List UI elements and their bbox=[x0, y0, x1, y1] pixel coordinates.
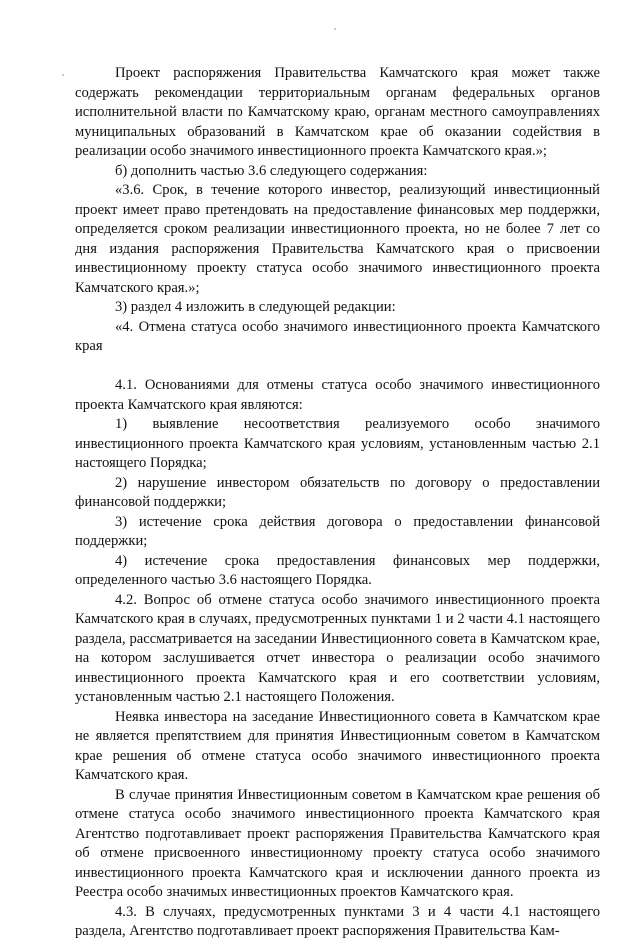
scan-speck bbox=[334, 28, 336, 30]
list-item: 4) истечение срока предоставления финансовых мер поддержки, определенного частью 3.6 настоящего Порядка. bbox=[75, 552, 600, 588]
paragraph: 4.1. Основаниями для отмены статуса особо значимого инвестиционного проекта Камчатского края являются: bbox=[75, 377, 600, 413]
paragraph: б) дополнить частью 3.6 следующего содержания: bbox=[115, 162, 428, 179]
paragraph: В случае принятия Инвестиционным советом в Камчатском крае решения об отмене статуса особо значимого инвестиционного проекта Камчатского края Агентство подготавливает проект распоряжения Правительства Камчатского края об отмене присвоенного инвестиционному проекту статуса особо значимого инвестиционного проекта Камчатского края и исключении данного проекта из Реестра особо значимых инвестиционных проектов Камчатского края. bbox=[75, 786, 600, 900]
list-item: 3) истечение срока действия договора о предоставлении финансовой поддержки; bbox=[75, 513, 600, 549]
paragraph: «3.6. Срок, в течение которого инвестор, реализующий инвестиционный проект имеет право претендовать на предоставление финансовых мер поддержки, определяется сроком реализации инвестиционного проекта, но не более 7 лет со дня издания распоряжения Правительства Камчатского края о присвоении инвестиционному проекту статуса особо значимого инвестиционного проекта Камчатского края.»; bbox=[75, 182, 600, 296]
list-item: 2) нарушение инвестором обязательств по договору о предоставлении финансовой поддержки; bbox=[75, 474, 600, 510]
paragraph: 3) раздел 4 изложить в следующей редакции: bbox=[115, 299, 396, 315]
list-item: 1) выявление несоответствия реализуемого особо значимого инвестиционного проекта Камчатского края условиям, установленным частью 2.1 настоящего Порядка; bbox=[75, 416, 600, 471]
paragraph: Неявка инвестора на заседание Инвестиционного совета в Камчатском крае не является препятствием для принятия Инвестиционным советом в Камчатском крае решения об отмене статуса особо значимого инвестиционного проекта Камчатского края. bbox=[75, 708, 600, 783]
paragraph: 4.3. В случаях, предусмотренных пунктами 3 и 4 части 4.1 настоящего раздела, Агентство подготавливает проект распоряжения Правительства Кам- bbox=[75, 903, 600, 939]
section-heading: «4. Отмена статуса особо значимого инвестиционного проекта Камчатского края bbox=[75, 318, 600, 354]
paragraph: Проект распоряжения Правительства Камчатского края может также содержать рекомендации территориальным органам федеральных органов исполнительной власти по Камчатскому краю, органам местного самоуправлениях муниципальных образований в Камчатском крае об оказании содействия в реализации особо значимого инвестиционного проекта Камчатского края.»; bbox=[75, 65, 600, 159]
document-body bbox=[75, 64, 600, 942]
paragraph: 4.2. Вопрос об отмене статуса особо значимого инвестиционного проекта Камчатского края в случаях, предусмотренных пунктами 1 и 2 части 4.1 настоящего раздела, рассматривается на заседании Инвестиционного совета в Камчатском крае, на котором заслушивается отчет инвестора о реализации особо значимого инвестиционного проекта Камчатского края и его соответствии условиям, установленным частью 2.1 настоящего Положения. bbox=[75, 591, 600, 705]
scan-speck bbox=[62, 74, 64, 76]
